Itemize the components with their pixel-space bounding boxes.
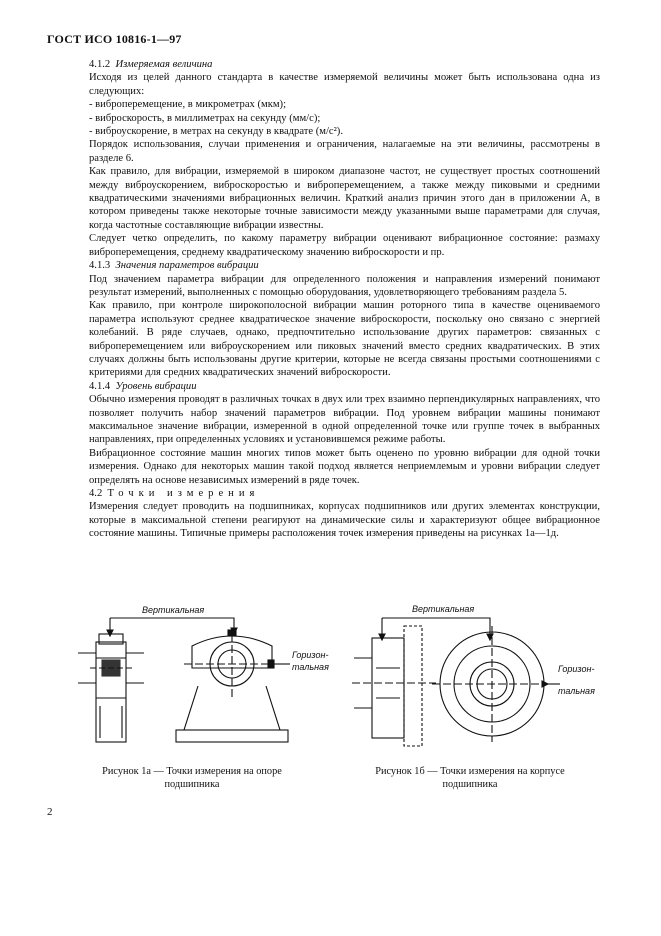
section-4-1-2-heading	[89, 58, 600, 71]
paragraph: Вибрационное состояние машин многих типов может быть оценено по уровню вибрации для одной точки измерения. Однако для некоторых машин такой подход является неприемлемым и уровни вибрации следует определять на основе независимых измерений в ряде точек.	[89, 447, 600, 486]
page-number: 2	[47, 806, 53, 818]
section-4-1-3-heading	[89, 259, 600, 272]
section-number: 4.1.4	[89, 380, 111, 392]
label-vertical: Вертикальная	[412, 604, 475, 614]
section-number: 4.1.2	[89, 59, 111, 70]
label-horizontal-1: Горизон-	[558, 664, 595, 674]
section-title: Уровень вибрации	[115, 380, 197, 392]
figure-1b-drawing	[346, 598, 606, 758]
paragraph: Следует четко определить, по какому параметру вибрации оценивают вибрационное состояние: размаху виброперемещения, среднему квадратическому значению виброскорости и пр.	[89, 233, 600, 258]
section-title: Значения параметров вибрации	[115, 260, 259, 272]
section-number: 4.1.3	[89, 260, 111, 272]
paragraph: Обычно измерения проводят в различных точках в двух или трех взаимно перпендикулярных направлениях, что позволяет получить набор значений параметров вибрации. Под уровнем вибрации машины понимают максимальное значение вибрации, измеренной в одной определенной точке или группе точек в выбранных направлениях, при определенных условиях и установившемся режиме работы.	[89, 394, 600, 446]
paragraph: Исходя из целей данного стандарта в качестве измеряемой величины может быть использована одна из следующих:	[89, 72, 600, 97]
section-title: Измеряемая величина	[115, 59, 213, 70]
paragraph: Как правило, для вибрации, измеряемой в широком диапазоне частот, не существует простых соотношений между виброускорением, виброскоростью и виброперемещением, а также между пиковыми и средними квадратическими значениями вибрационных величин. Краткий анализ причин этого дан в приложении А, в котором приведены также некоторые точные зависимости между указанными выше параметрами для случая, когда частотные составляющие вибрации известны.	[89, 166, 600, 231]
figure-1a-caption: Рисунок 1а — Точки измерения на опоре подшипника	[102, 766, 282, 790]
section-number: 4.2	[89, 488, 103, 499]
figure-1a-drawing	[66, 598, 334, 758]
label-horizontal-2: тальная	[558, 686, 595, 696]
figure-1b-caption: Рисунок 1б — Точки измерения на корпусе подшипника	[375, 766, 565, 790]
main-text	[89, 58, 600, 541]
document-header: ГОСТ ИСО 10816-1—97	[47, 32, 182, 46]
list-item: - виброперемещение, в микрометрах (мкм);	[89, 99, 287, 111]
label-horizontal-2: тальная	[292, 662, 329, 672]
section-4-2-heading	[89, 487, 600, 500]
label-horizontal-1: Горизон-	[292, 650, 329, 660]
section-4-1-4-heading	[89, 380, 600, 393]
paragraph: Под значением параметра вибрации для определенного положения и направления измерений понимают результат измерений, выполненных с помощью оборудования, удовлетворяющего требованиям раздела 5.	[89, 273, 600, 298]
list-item: - виброускорение, в метрах на секунду в квадрате (м/с²).	[89, 126, 343, 138]
paragraph: Порядок использования, случаи применения и ограничения, налагаемые на эти величины, рассмотрены в разделе 6.	[89, 139, 600, 164]
section-title: Точки измерения	[107, 488, 260, 499]
list-item: - виброскорость, в миллиметрах на секунду (мм/с);	[89, 112, 321, 124]
label-vertical: Вертикальная	[142, 605, 205, 615]
paragraph: Как правило, при контроле широкополосной вибрации машин роторного типа в качестве оцениваемого параметра используют среднее квадратическое значение виброскорости, поскольку оно связано с энергией колебаний. В ряде случаев, однако, предпочтительно использование других параметров: связанных с виброперемещением или виброускорением или пиковых значений вместо средних квадратических. В этих случаях должны быть использованы другие критерии, которые не всегда связаны простыми соотношениями с критериями для средних квадратических значений виброскорости.	[89, 300, 600, 379]
paragraph: Измерения следует проводить на подшипниках, корпусах подшипников или других элементах конструкции, которые в максимальной степени реагируют на динамические силы и характеризуют общее вибрационное состояние машины. Типичные примеры расположения точек измерения приведены на рисунках 1а—1д.	[89, 501, 600, 540]
